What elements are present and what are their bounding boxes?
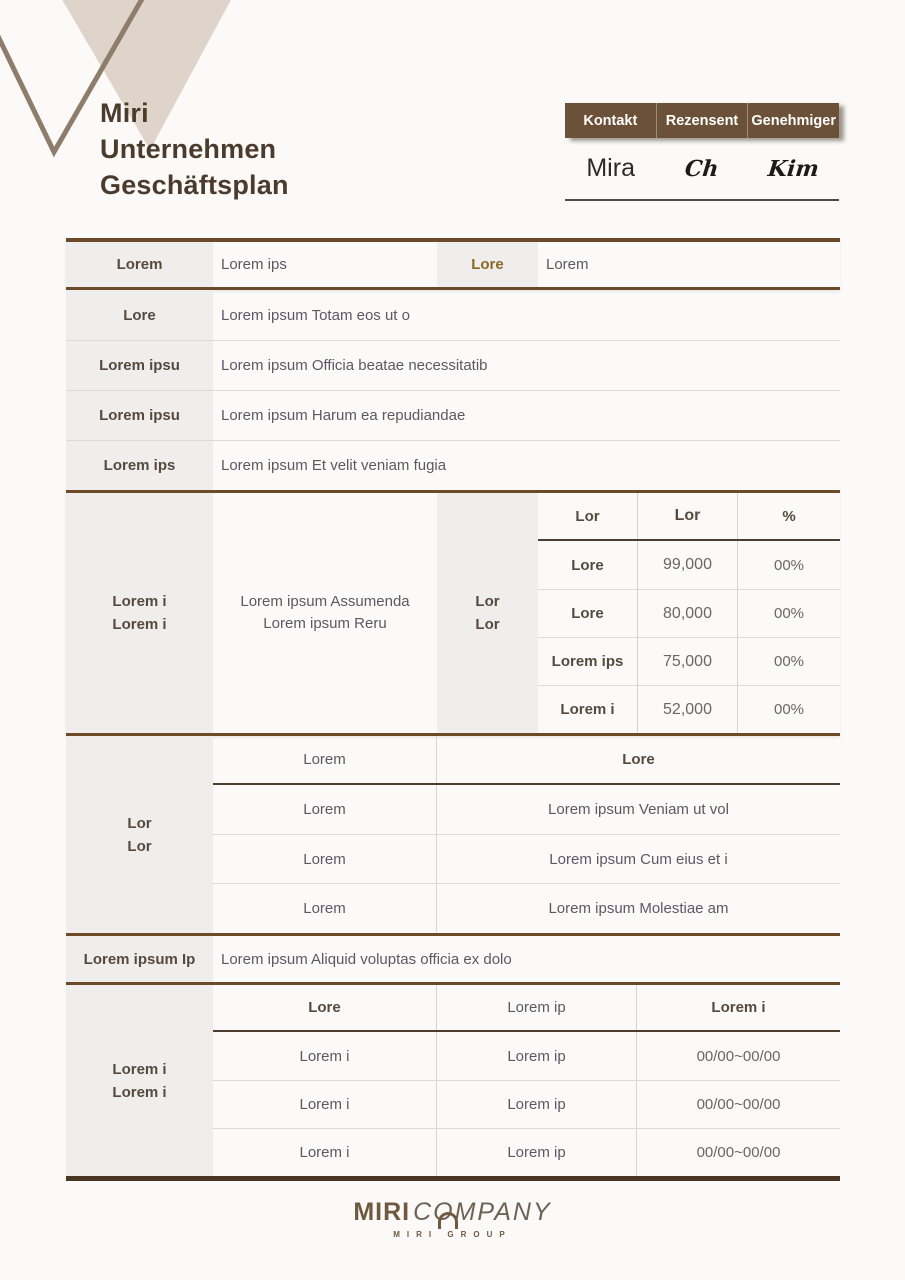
- schedule-row-label-line: Lorem i: [112, 1060, 167, 1078]
- schedule-table: [213, 985, 840, 1176]
- items-cell-key: Lorem: [213, 884, 437, 932]
- logo-company-text: COMPANY: [413, 1198, 552, 1226]
- summary-label-1: Lorem: [66, 242, 213, 287]
- budget-row-label-line: Lorem i: [112, 593, 167, 610]
- contact-signature-cell: [565, 138, 656, 199]
- budget-description: [213, 493, 437, 733]
- schedule-header-row: [213, 985, 840, 1032]
- items-row: [213, 834, 840, 883]
- items-row: [213, 785, 840, 834]
- table-cell-value: Lorem ipsum Officia beatae necessitatib: [221, 357, 488, 374]
- budget-item-amount: 80,000: [637, 590, 737, 637]
- reviewer-signature-cell: [656, 138, 747, 199]
- items-cell-value: Lorem ipsum Cum eius et i: [549, 850, 728, 868]
- logo-subtitle: MIRI GROUP: [393, 1230, 512, 1239]
- company-logo: [353, 1198, 551, 1227]
- schedule-cell-owner: Lorem ip: [437, 1032, 637, 1080]
- schedule-cell-task: Lorem i: [213, 1032, 437, 1080]
- page-title-line: Miri: [100, 98, 149, 128]
- budget-section: [66, 490, 840, 736]
- approver-signature: Kim: [766, 155, 821, 182]
- table-row: [66, 390, 840, 440]
- budget-table-header-row: [538, 493, 840, 541]
- approval-header-kontakt: Kontakt: [583, 112, 638, 129]
- budget-table-row: [538, 589, 840, 637]
- budget-item-percent: 00%: [737, 590, 840, 637]
- schedule-header-cell: Lorem i: [711, 999, 766, 1016]
- note-value: Lorem ipsum Aliquid voluptas officia ex dolo: [221, 950, 512, 968]
- table-cell-value: Lorem ipsum Et velit veniam fugia: [221, 457, 447, 474]
- items-header-cell: Lore: [622, 751, 655, 768]
- table-cell-value: Lorem ipsum Harum ea repudiandae: [221, 407, 466, 424]
- table-cell-value: Lorem ipsum Totam eos ut o: [221, 306, 410, 324]
- budget-header-cell: Lor: [575, 507, 600, 525]
- budget-sub-label-line: Lor: [475, 616, 500, 633]
- logo-brand-text: MIRI: [353, 1198, 411, 1226]
- items-row-label-line: Lor: [127, 837, 152, 855]
- budget-sub-label: [437, 493, 538, 733]
- items-cell-value: Lorem ipsum Molestiae am: [548, 899, 729, 917]
- detail-rows-section: [66, 290, 840, 490]
- note-row: [66, 936, 840, 985]
- schedule-section: [66, 985, 840, 1181]
- items-row-label-line: Lor: [127, 814, 152, 832]
- approver-signature-cell: [748, 138, 839, 199]
- schedule-row: [213, 1080, 840, 1128]
- budget-row-label: [66, 493, 213, 733]
- items-cell-value: Lorem ipsum Veniam ut vol: [548, 801, 729, 818]
- table-cell-label: Lorem ips: [66, 441, 213, 490]
- schedule-cell-dates: 00/00~00/00: [696, 1144, 781, 1161]
- logo-arch-icon: [438, 1212, 458, 1229]
- items-header-cell: Lorem: [213, 736, 437, 783]
- budget-item-amount: 99,000: [637, 541, 737, 589]
- schedule-row: [213, 1128, 840, 1176]
- table-cell-label: Lorem ipsu: [66, 391, 213, 440]
- budget-item-name: Lorem i: [560, 701, 615, 718]
- summary-label-2: Lore: [437, 242, 538, 287]
- budget-item-amount: 52,000: [637, 686, 737, 733]
- table-cell-label: Lore: [66, 290, 213, 340]
- items-row: [213, 883, 840, 932]
- schedule-row-label-line: Lorem i: [112, 1083, 167, 1101]
- budget-table-row: [538, 685, 840, 733]
- approval-header-row: [565, 103, 839, 138]
- page-title: [100, 95, 289, 203]
- budget-description-line: Lorem ipsum Assumenda: [240, 593, 410, 610]
- schedule-cell-dates: 00/00~00/00: [696, 1047, 781, 1065]
- budget-item-percent: 00%: [737, 686, 840, 733]
- document-tables: [66, 238, 840, 1181]
- schedule-cell-dates: 00/00~00/00: [696, 1096, 781, 1113]
- table-cell-label: Lorem ipsu: [66, 341, 213, 390]
- approval-signature-row: [565, 138, 839, 201]
- approval-header-rezensent: Rezensent: [656, 103, 748, 138]
- items-table: [213, 736, 840, 933]
- table-row: [66, 440, 840, 490]
- budget-table-row: [538, 637, 840, 685]
- table-row: [66, 290, 840, 340]
- items-cell-key: Lorem: [213, 785, 437, 834]
- budget-sub-label-line: Lor: [475, 593, 500, 610]
- page-title-line: Unternehmen: [100, 134, 277, 164]
- summary-row: [66, 238, 840, 290]
- budget-item-amount: 75,000: [637, 638, 737, 685]
- budget-header-cell: Lor: [637, 493, 737, 539]
- items-cell-key: Lorem: [213, 835, 437, 883]
- budget-header-cell: %: [737, 493, 840, 539]
- schedule-cell-task: Lorem i: [213, 1081, 437, 1128]
- summary-value-2: Lorem: [546, 256, 589, 273]
- schedule-header-cell: Lorem ip: [437, 985, 637, 1030]
- note-label: Lorem ipsum Ip: [66, 936, 213, 982]
- approval-block: [565, 103, 839, 201]
- budget-table: [538, 493, 840, 733]
- approval-header-genehmiger: Genehmiger: [747, 103, 839, 138]
- contact-name: Mira: [586, 154, 635, 182]
- items-row-label: [66, 736, 213, 933]
- budget-item-name: Lore: [571, 556, 604, 574]
- table-row: [66, 340, 840, 390]
- summary-value-1: Lorem ips: [221, 256, 287, 273]
- budget-table-row: [538, 541, 840, 589]
- schedule-cell-task: Lorem i: [213, 1129, 437, 1176]
- schedule-row-label: [66, 985, 213, 1176]
- reviewer-signature: Ch: [683, 155, 721, 182]
- page-title-line: Geschäftsplan: [100, 170, 289, 200]
- budget-description-line: Lorem ipsum Reru: [263, 615, 387, 632]
- budget-item-name: Lorem ips: [551, 653, 624, 670]
- schedule-row: [213, 1032, 840, 1080]
- items-section: [66, 736, 840, 936]
- schedule-cell-owner: Lorem ip: [437, 1081, 637, 1128]
- budget-row-label-line: Lorem i: [112, 616, 167, 633]
- footer: [0, 1198, 905, 1239]
- schedule-cell-owner: Lorem ip: [437, 1129, 637, 1176]
- budget-item-percent: 00%: [737, 638, 840, 685]
- budget-item-name: Lore: [571, 605, 604, 622]
- budget-item-percent: 00%: [737, 541, 840, 589]
- items-header-row: [213, 736, 840, 785]
- schedule-header-cell: Lore: [213, 985, 437, 1030]
